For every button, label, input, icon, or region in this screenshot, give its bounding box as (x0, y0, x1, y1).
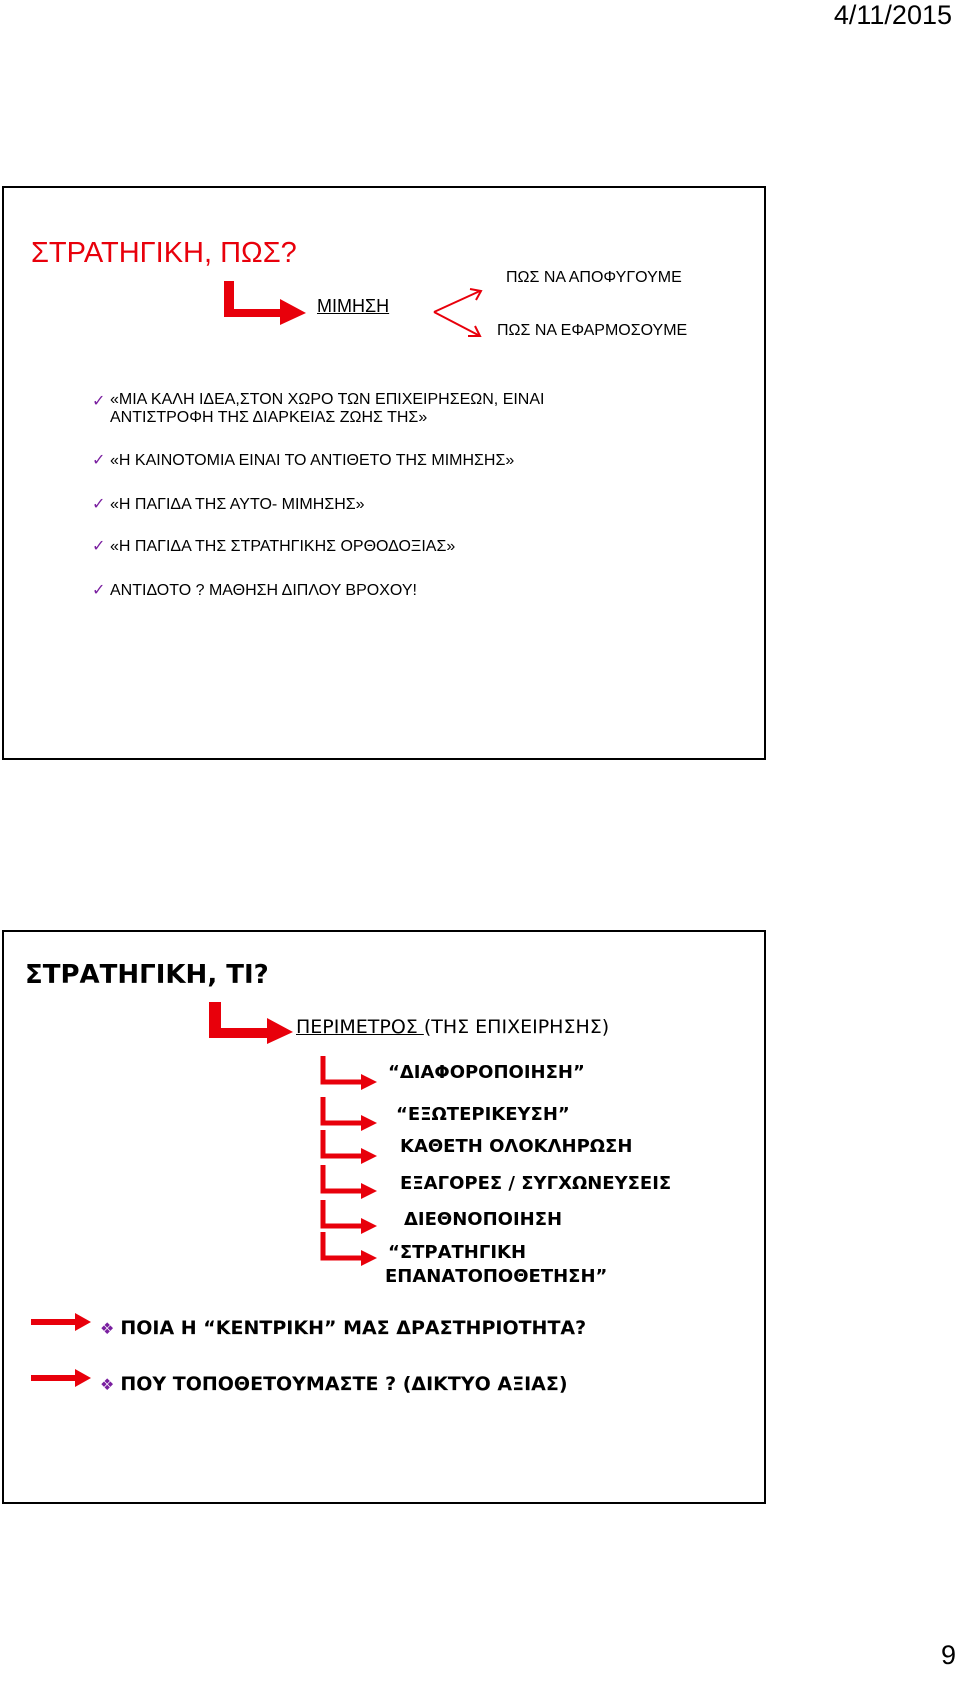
elbow-arrow-icon (209, 1002, 293, 1044)
check-icon: ✓ (92, 582, 106, 599)
bullet-item: ✓ «Η ΚΑΙΝΟΤΟΜΙΑ ΕΙΝΑΙ ΤΟ ΑΝΤΙΘΕΤΟ ΤΗΣ ΜΙΜΗΣΗΣ» (92, 452, 515, 469)
check-icon: ✓ (92, 452, 106, 469)
right-arrow-icon (31, 1313, 91, 1331)
slide-title: ΣΤΡΑΤΗΓΙΚΗ, ΠΩΣ? (31, 237, 297, 269)
fork-arrows-icon (432, 288, 486, 340)
right-arrow-icon (31, 1369, 91, 1387)
bullet-item: ✓ «Η ΠΑΓΙΔΑ ΤΗΣ ΣΤΡΑΤΗΓΙΚΗΣ ΟΡΘΟΔΟΞΙΑΣ» (92, 538, 456, 555)
bullet-item: ✓ «Η ΠΑΓΙΔΑ ΤΗΣ ΑΥΤΟ- ΜΙΜΗΣΗΣ» (92, 496, 365, 513)
page-number: 9 (940, 1640, 956, 1670)
question-item: ❖ ΠΟΙΑ Η “ΚΕΝΤΡΙΚΗ” ΜΑΣ ΔΡΑΣΤΗΡΙΟΤΗΤΑ? (100, 1317, 587, 1339)
mimisi-label: ΜΙΜΗΣΗ (317, 296, 390, 316)
elbow-arrow-icon (222, 281, 307, 325)
slide-title: ΣΤΡΑΤΗΓΙΚΗ, ΤΙ? (25, 960, 269, 990)
diamond-bullet-icon: ❖ (100, 1319, 115, 1338)
bullet-item: ✓ «ΜΙΑ ΚΑΛΗ ΙΔΕΑ,ΣΤΟΝ ΧΩΡΟ ΤΩΝ ΕΠΙΧΕΙΡΗΣΕΩΝ, ΕΙΝΑΙ ΑΝΤΙΣΤΡΟΦΗ ΤΗΣ ΔΙΑΡΚΕΙΑΣ ΖΩΗΣ ΤΗΣ» (92, 391, 545, 426)
perimeter-label: ΠΕΡΙΜΕΤΡΟΣ (ΤΗΣ ΕΠΙΧΕΙΡΗΣΗΣ) (296, 1016, 610, 1038)
subitem-vertical-integration: ΚΑΘΕΤΗ ΟΛΟΚΛΗΡΩΣΗ (400, 1136, 633, 1157)
subitem-outsourcing: “ΕΞΩΤΕΡΙΚΕΥΣΗ” (396, 1104, 570, 1125)
subitem-repositioning-line2: ΕΠΑΝΑΤΟΠΟΘΕΤΗΣΗ” (385, 1266, 608, 1287)
bracket-arrow-icon (321, 1165, 379, 1203)
check-icon: ✓ (92, 538, 106, 555)
bracket-arrow-icon (321, 1056, 379, 1094)
check-icon: ✓ (92, 496, 106, 513)
question-item: ❖ ΠΟΥ ΤΟΠΟΘΕΤΟΥΜΑΣΤΕ ? (ΔΙΚΤΥΟ ΑΞΙΑΣ) (100, 1373, 568, 1395)
subitem-diversification: “ΔΙΑΦΟΡΟΠΟΙΗΣΗ” (388, 1062, 585, 1083)
subitem-acquisitions: ΕΞΑΓΟΡΕΣ / ΣΥΓΧΩΝΕΥΣΕΙΣ (400, 1173, 672, 1194)
slide-strategy-what (2, 930, 766, 1504)
subitem-repositioning-line1: “ΣΤΡΑΤΗΓΙΚΗ (388, 1242, 527, 1263)
slide-strategy-how (2, 186, 766, 760)
bracket-arrow-icon (321, 1130, 379, 1168)
subitem-internationalization: ΔΙΕΘΝΟΠΟΙΗΣΗ (404, 1209, 563, 1230)
apply-label: ΠΩΣ ΝΑ ΕΦΑΡΜΟΣΟΥΜΕ (497, 322, 688, 339)
bracket-arrow-icon (321, 1232, 379, 1270)
avoid-label: ΠΩΣ ΝΑ ΑΠΟΦΥΓΟΥΜΕ (506, 269, 682, 286)
bullet-item: ✓ ΑΝΤΙΔΟΤΟ ? ΜΑΘΗΣΗ ΔΙΠΛΟΥ ΒΡΟΧΟΥ! (92, 582, 417, 599)
page-date: 4/11/2015 (833, 0, 952, 30)
diamond-bullet-icon: ❖ (100, 1375, 115, 1394)
check-icon: ✓ (92, 393, 106, 410)
